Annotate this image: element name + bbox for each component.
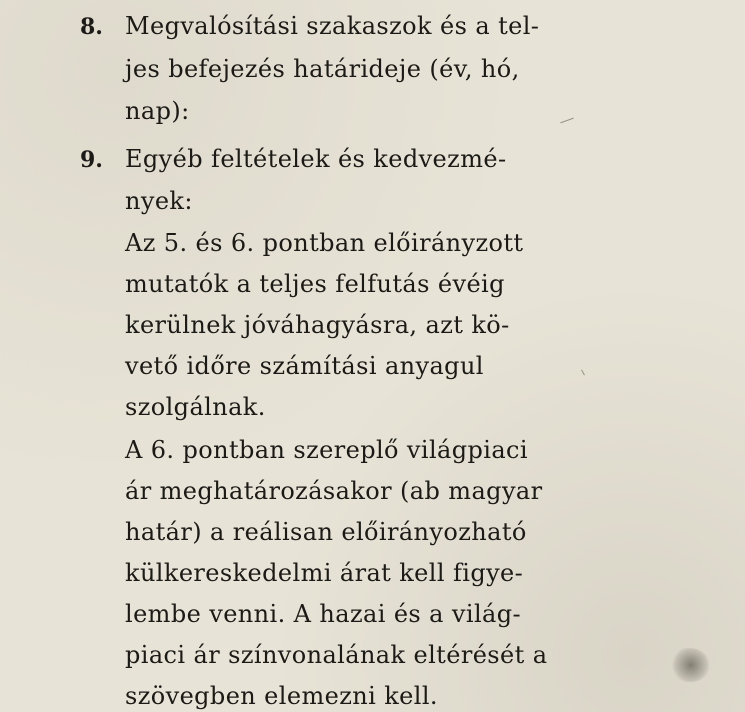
text-line: nyek: — [125, 187, 193, 215]
text-line: nap): — [125, 97, 190, 125]
text-line: Az 5. és 6. pontban előirányzott — [125, 229, 524, 257]
text-line: szolgálnak. — [125, 393, 266, 421]
text-line: Megvalósítási szakaszok és a tel- — [125, 12, 540, 40]
text-line: Egyéb feltételek és kedvezmé- — [125, 145, 507, 173]
paper-mark — [581, 370, 585, 376]
text-line: lembe venni. A hazai és a világ- — [125, 600, 522, 628]
text-line: vető időre számítási anyagul — [125, 352, 484, 380]
text-line: piaci ár színvonalának eltérését a — [125, 641, 548, 669]
paper-mark — [560, 118, 573, 124]
text-line: jes befejezés határideje (év, hó, — [125, 55, 520, 83]
text-line: ár meghatározásakor (ab magyar — [125, 477, 543, 505]
text-line: kerülnek jóváhagyásra, azt kö- — [125, 311, 510, 339]
text-line: szövegben elemezni kell. — [125, 682, 438, 710]
text-line: határ) a reálisan előirányozható — [125, 518, 527, 546]
text-line: A 6. pontban szereplő világpiaci — [125, 436, 528, 464]
item-number: 9. — [80, 147, 103, 173]
text-line: mutatók a teljes felfutás évéig — [125, 270, 505, 298]
text-line: külkereskedelmi árat kell figye- — [125, 559, 524, 587]
item-number: 8. — [80, 14, 103, 40]
paper-smudge — [672, 648, 710, 682]
